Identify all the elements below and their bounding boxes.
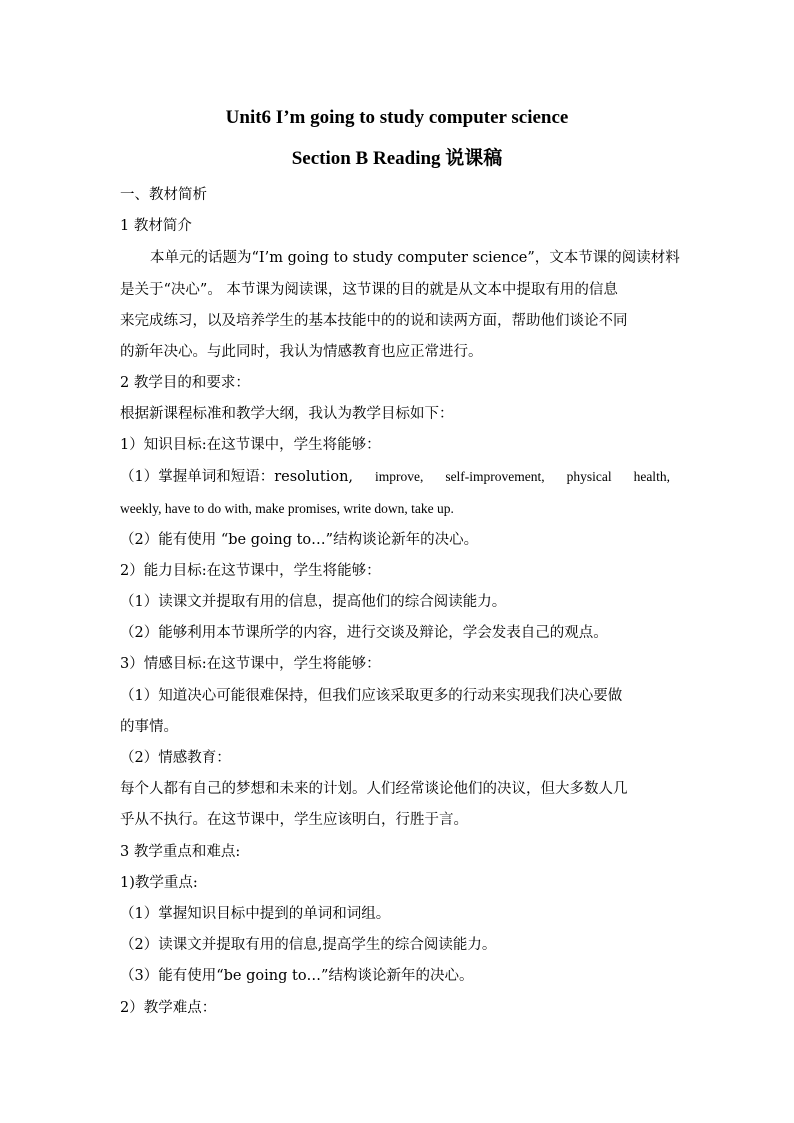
subsection-heading-key-points: 3 教学重点和难点: [120,844,241,860]
paragraph-line: 每个人都有自己的梦想和未来的计划。人们经常谈论他们的决议，但大多数人几 [120,781,628,797]
paragraph-line: 是关于“决心”。 本节课为阅读课，这节课的目的就是从文本中提取有用的信息 [120,282,618,298]
key-point-item: （2）读课文并提取有用的信息,提高学生的综合阅读能力。 [120,937,497,953]
goal-item: （1）读课文并提取有用的信息，提高他们的综合阅读能力。 [120,594,507,610]
subsection-heading-textbook-intro: 1 教材简介 [120,218,192,234]
vocabulary-line [120,467,670,487]
subsection-heading-teaching-goals: 2 教学目的和要求： [120,375,250,391]
key-points-heading: 1)教学重点: [120,875,198,891]
goal-heading-knowledge: 1）知识目标:在这节课中，学生将能够： [120,437,381,453]
section-heading-textbook-analysis: 一、教材简析 [120,187,207,203]
vocabulary-segment: health, [633,469,670,484]
goal-heading-emotion: 3）情感目标:在这节课中，学生将能够： [120,656,381,672]
paragraph-line: 的新年决心。与此同时，我认为情感教育也应正常进行。 [120,344,483,360]
goal-item: （2）能有使用 “be going to…”结构谈论新年的决心。 [120,532,479,548]
vocabulary-segment: improve, [374,469,424,484]
goal-heading-ability: 2）能力目标:在这节课中，学生将能够： [120,563,381,579]
vocabulary-line: weekly, have to do with, make promises, write down, take up. [120,501,454,516]
goal-item-continued: 的事情。 [120,719,178,735]
goal-item: （2）情感教育： [120,750,231,766]
vocabulary-segment: self-improvement, [445,469,545,484]
difficulties-heading: 2）教学难点： [120,1000,217,1016]
goal-item: （2）能够利用本节课所学的内容，进行交谈及辩论，学会发表自己的观点。 [120,625,608,641]
vocabulary-segment: physical [566,469,612,484]
vocabulary-segment: （1）掌握单词和短语：resolution, [120,469,354,485]
paragraph-line: 乎从不执行。在这节课中，学生应该明白，行胜于言。 [120,812,468,828]
document-subtitle: Section B Reading 说课稿 [291,148,503,169]
goal-item: （1）知道决心可能很难保持，但我们应该采取更多的行动来实现我们决心要做 [120,688,623,704]
paragraph-line: 根据新课程标准和教学大纲，我认为教学目标如下： [120,406,454,422]
paragraph-line: 来完成练习，以及培养学生的基本技能中的的说和读两方面，帮助他们谈论不同 [120,313,628,329]
key-point-item: （1）掌握知识目标中提到的单词和词组。 [120,906,391,922]
key-point-item: （3）能有使用“be going to…”结构谈论新年的决心。 [120,968,474,984]
document-title: Unit6 I’m going to study computer science [225,107,569,128]
paragraph-line: 本单元的话题为“I’m going to study computer science”，文本节课的阅读材料 [150,250,680,266]
